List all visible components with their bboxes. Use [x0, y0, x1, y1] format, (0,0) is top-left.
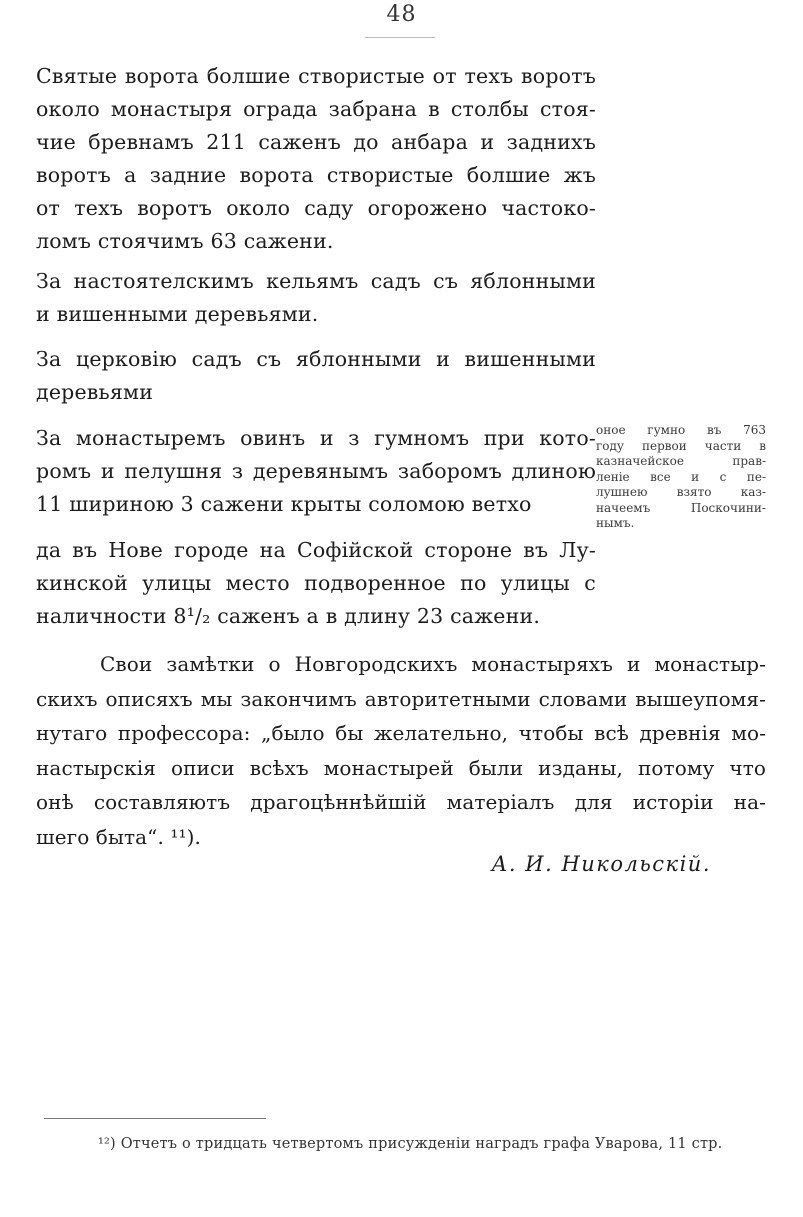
text-line: 11 шириною 3 сажени крыты соломою ветхо [36, 492, 532, 516]
margin-note [596, 423, 766, 532]
margin-note-line: оное гумно въ 763 [596, 423, 766, 437]
text-line: скихъ описяхъ мы закончимъ авторитетными словами вышеупомя- [36, 686, 766, 711]
text-line: Святые ворота болшие створистые от техъ воротъ [36, 64, 596, 88]
text-line: воротъ а задние ворота створистые болшие жъ [36, 163, 596, 187]
margin-note-line: казначейское прав- [596, 454, 766, 468]
margin-note-line: леніе все и с пе- [596, 469, 766, 484]
text-line: За настоятелскимъ кельямъ садъ съ яблонными [36, 269, 596, 293]
paragraph-barn [36, 422, 596, 521]
closing-paragraph [36, 647, 766, 854]
paragraph-church-garden [36, 343, 596, 409]
text-line: да въ Нове городе на Софійской стороне въ Лу- [36, 538, 596, 562]
text-line: чие бревнамъ 211 саженъ до анбара и заднихъ [36, 130, 596, 154]
text-line: наличности 8¹/₂ саженъ а в длину 23 сажени. [36, 604, 541, 628]
paragraph-abbot-garden [36, 265, 596, 331]
paragraph-novgorod-lot [36, 534, 596, 633]
text-line: деревьями [36, 380, 154, 404]
page-number: 48 [386, 2, 417, 27]
text-line: Свои замѣтки о Новгородскихъ монастыряхъ и монастыр- [100, 652, 766, 676]
text-line: и вишенными деревьями. [36, 302, 319, 326]
footnote-text: Отчетъ о тридцать четвертомъ присужденіи наградъ графа Уварова, 11 стр. [120, 1136, 723, 1152]
text-line: За монастыремъ овинъ и з гумномъ при кото- [36, 426, 596, 450]
page-number-rule [365, 37, 435, 38]
footnote-marker: ¹²) [98, 1136, 116, 1152]
footnote-rule [44, 1118, 266, 1119]
text-line: ромъ и пелушня з деревянымъ заборомъ длиною [36, 459, 596, 483]
margin-note-line: нымъ. [596, 516, 635, 530]
text-line: За церковію садъ съ яблонными и вишенными [36, 347, 596, 371]
text-line: онѣ составляютъ драгоцѣннѣйшій матеріалъ для исторіи на- [36, 790, 766, 814]
text-line: кинской улицы место подворенное по улицы с [36, 571, 596, 595]
text-line: ломъ стоячимъ 63 сажени. [36, 229, 334, 253]
footnote [98, 1136, 722, 1152]
text-line: от техъ воротъ около саду огорожено частоко- [36, 196, 596, 220]
author-signature: А. И. Никольскій. [491, 852, 711, 876]
text-line: нутаго профессора: „было бы желательно, чтобы всѣ древнія мо- [36, 721, 766, 745]
margin-note-line: году первои части в [596, 438, 766, 453]
text-line: шего быта“. ¹¹). [36, 824, 201, 849]
margin-note-line: лушнею взято каз- [596, 485, 766, 499]
paragraph-gates-and-fence [36, 60, 596, 258]
text-line: настырскія описи всѣхъ монастырей были изданы, потому что [36, 755, 766, 780]
text-line: около монастыря ограда забрана в столбы стоя- [36, 97, 596, 121]
margin-note-line: начеемъ Поскочини- [596, 500, 766, 515]
